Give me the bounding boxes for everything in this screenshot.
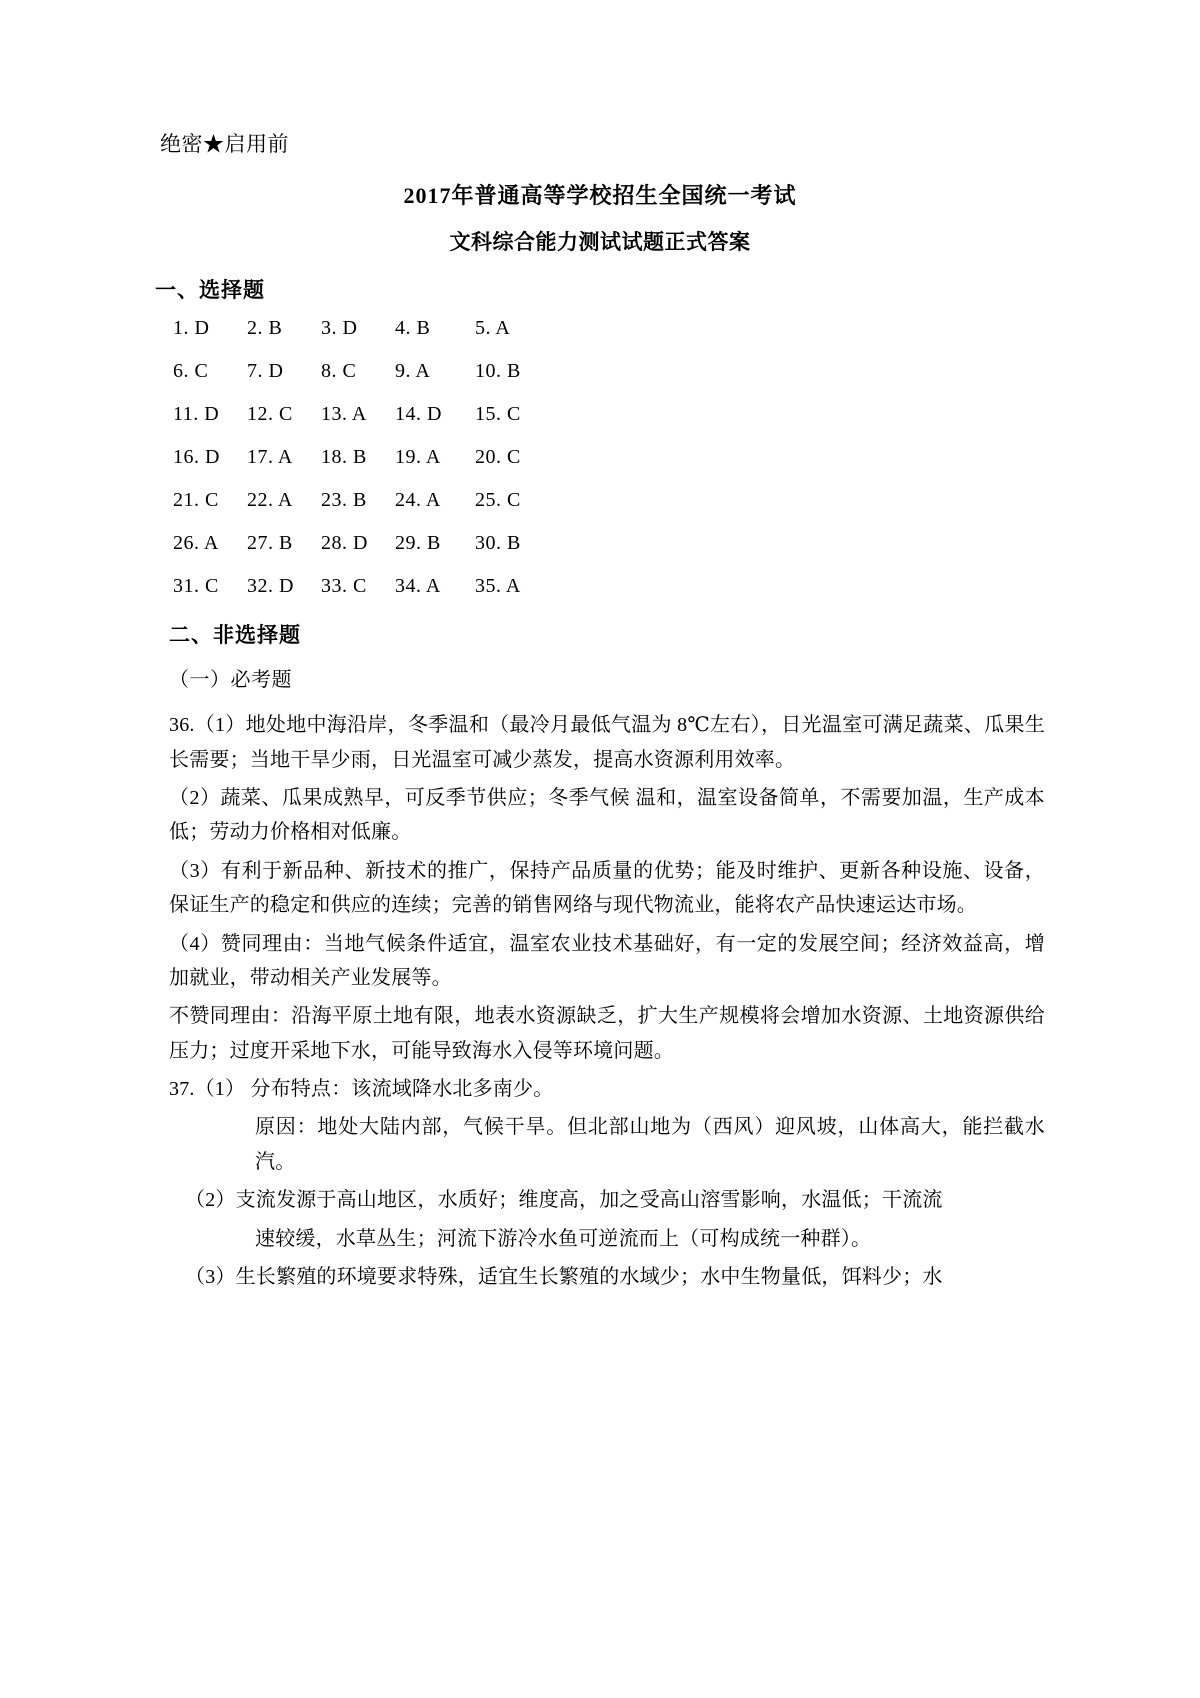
answer-cell: 2. B [247,317,283,340]
answer-37-2-cont: 速较缓，水草丛生；河流下游冷水鱼可逆流而上（可构成统一种群）。 [255,1227,872,1250]
answer-row [155,576,1045,596]
answer-cell: 20. C [475,446,521,469]
choice-answer-grid [155,318,1045,596]
answer-36-3: （3）有利于新品种、新技术的推广，保持产品质量的优势；能及时维护、更新各种设施、设备，保证生产的稳定和供应的连续；完善的销售网络与现代物流业，能将农产品快速运达市场。 [169,859,1045,917]
answer-cell: 19. A [395,446,441,469]
answer-cell: 8. C [321,360,357,383]
answer-row [155,404,1045,424]
answer-cell: 16. D [173,446,220,469]
answer-cell: 12. C [247,403,293,426]
answer-cell: 1. D [173,317,210,340]
answer-cell: 6. C [173,360,209,383]
answer-cell: 27. B [247,532,293,555]
answer-cell: 34. A [395,575,441,598]
answer-36-1: 36.（1）地处地中海沿岸，冬季温和（最冷月最低气温为 8℃左右），日光温室可满足蔬菜、瓜果生长需要；当地干旱少雨，日光温室可减少蒸发，提高水资源利用效率。 [169,714,1045,771]
answer-cell: 13. A [321,403,367,426]
answer-cell: 22. A [247,489,293,512]
answer-row [155,490,1045,510]
secret-label: 绝密★启用前 [160,132,289,156]
answer-37-1: 37.（1） 分布特点：该流域降水北多南少。 [169,1078,554,1101]
page-title: 2017年普通高等学校招生全国统一考试 [403,183,797,209]
answer-cell: 23. B [321,489,367,512]
answer-row [155,318,1045,338]
answer-row [155,533,1045,553]
answer-cell: 11. D [173,403,220,426]
answer-36-4: （4）赞同理由：当地气候条件适宜，温室农业技术基础好，有一定的发展空间；经济效益高，增加就业，带动相关产业发展等。 [169,932,1045,989]
answer-37-3: （3）生长繁殖的环境要求特殊，适宜生长繁殖的水域少；水中生物量低，饵料少；水 [185,1266,943,1289]
answer-cell: 29. B [395,532,441,555]
answer-cell: 3. D [321,317,358,340]
subsection-heading-required: （一）必考题 [169,669,292,692]
answer-37-1-reason: 原因：地处大陆内部，气候干旱。但北部山地为（西风）迎风坡，山体高大，能拦截水汽。 [255,1116,1045,1173]
answer-row [155,361,1045,381]
answer-37-2: （2）支流发源于高山地区，水质好；维度高，加之受高山溶雪影响，水温低；干流流 [185,1189,943,1212]
answer-cell: 5. A [475,317,511,340]
answer-cell: 7. D [247,360,284,383]
answer-cell: 25. C [475,489,521,512]
answer-cell: 35. A [475,575,521,598]
answer-cell: 33. C [321,575,367,598]
answer-cell: 4. B [395,317,431,340]
answer-cell: 15. C [475,403,521,426]
answer-cell: 18. B [321,446,367,469]
answer-cell: 28. D [321,532,368,555]
answer-cell: 10. B [475,360,521,383]
answer-row [155,447,1045,467]
answer-cell: 9. A [395,360,431,383]
answer-cell: 14. D [395,403,442,426]
answer-cell: 24. A [395,489,441,512]
section-heading-nonchoice: 二、非选择题 [169,623,301,648]
answer-cell: 32. D [247,575,294,598]
answer-cell: 31. C [173,575,219,598]
answer-36-2: （2）蔬菜、瓜果成熟早，可反季节供应；冬季气候 温和，温室设备简单，不需要加温，生产成本低；劳动力价格相对低廉。 [169,786,1045,844]
section-heading-choice: 一、选择题 [155,278,265,303]
page-subtitle: 文科综合能力测试试题正式答案 [449,230,751,255]
answer-36-4-disagree: 不赞同理由：沿海平原土地有限，地表水资源缺乏，扩大生产规模将会增加水资源、土地资源供给压力；过度开采地下水，可能导致海水入侵等环境问题。 [169,1005,1045,1062]
answer-cell: 21. C [173,489,219,512]
answer-cell: 17. A [247,446,293,469]
answer-cell: 26. A [173,532,219,555]
answer-cell: 30. B [475,532,521,555]
